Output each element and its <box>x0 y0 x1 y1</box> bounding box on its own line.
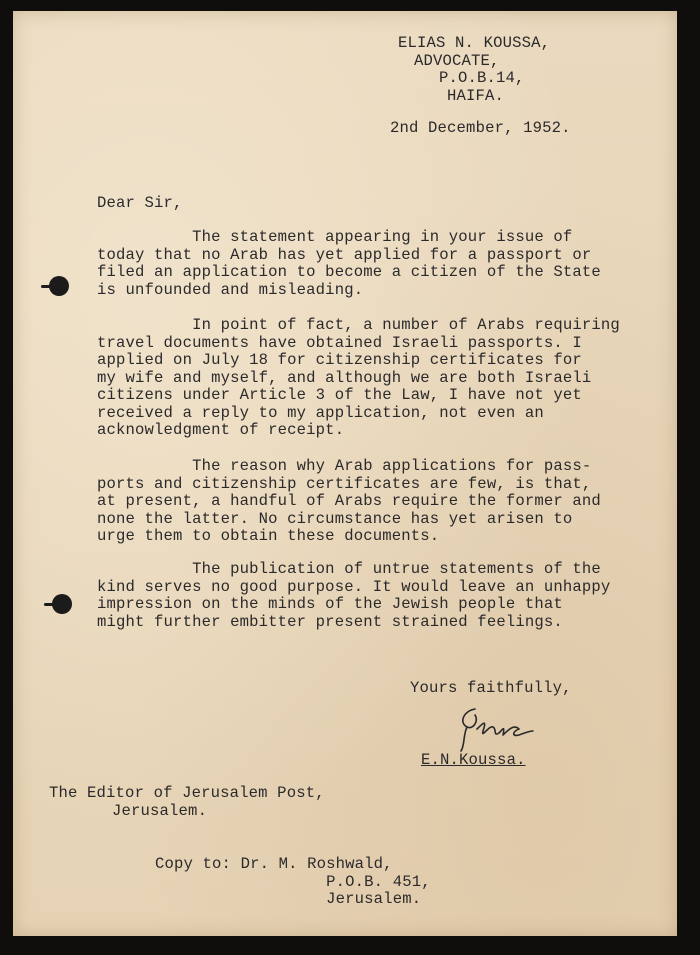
closing: Yours faithfully, <box>410 679 572 697</box>
handwritten-signature <box>453 701 543 755</box>
letter-date: 2nd December, 1952. <box>390 119 571 137</box>
copy-to: Copy to: Dr. M. Roshwald, P.O.B. 451, Jerusalem. <box>155 855 431 908</box>
signed-name: E.N.Koussa. <box>421 751 526 769</box>
letterhead-name: ELIAS N. KOUSSA, <box>398 34 551 52</box>
paragraph-2: In point of fact, a number of Arabs requiring travel documents have obtained Israeli passports. I applied on July 18 for citizenship certificates for my wife and myself, and although we are both Israeli citizens under Article 3 of the Law, I have not yet received a reply to my application, not even an acknowledgment of receipt. <box>97 316 620 439</box>
letterhead <box>398 35 550 105</box>
paragraph-1: The statement appearing in your issue of today that no Arab has yet applied for a passport or filed an application to become a citizen of the State is unfounded and misleading. <box>97 228 601 299</box>
punch-hole-top <box>49 276 69 296</box>
letterhead-title: ADVOCATE, <box>414 51 500 70</box>
letterhead-pobox: P.O.B.14, <box>439 69 525 87</box>
letterhead-city: HAIFA. <box>447 86 505 105</box>
salutation: Dear Sir, <box>97 194 183 212</box>
paragraph-3: The reason why Arab applications for pass- ports and citizenship certificates are few, is that, at present, a handful of Arabs require the former and none the latter. No circumstance has yet arisen to urge them to obtain these documents. <box>97 457 601 545</box>
recipient-line-2: Jerusalem. <box>112 802 208 820</box>
letter-page <box>13 11 677 936</box>
punch-hole-bottom <box>52 594 72 614</box>
recipient-line-1: The Editor of Jerusalem Post, <box>49 784 325 802</box>
paragraph-4: The publication of untrue statements of the kind serves no good purpose. It would leave an unhappy impression on the minds of the Jewish people that might further embitter present strained feelings. <box>97 560 611 631</box>
